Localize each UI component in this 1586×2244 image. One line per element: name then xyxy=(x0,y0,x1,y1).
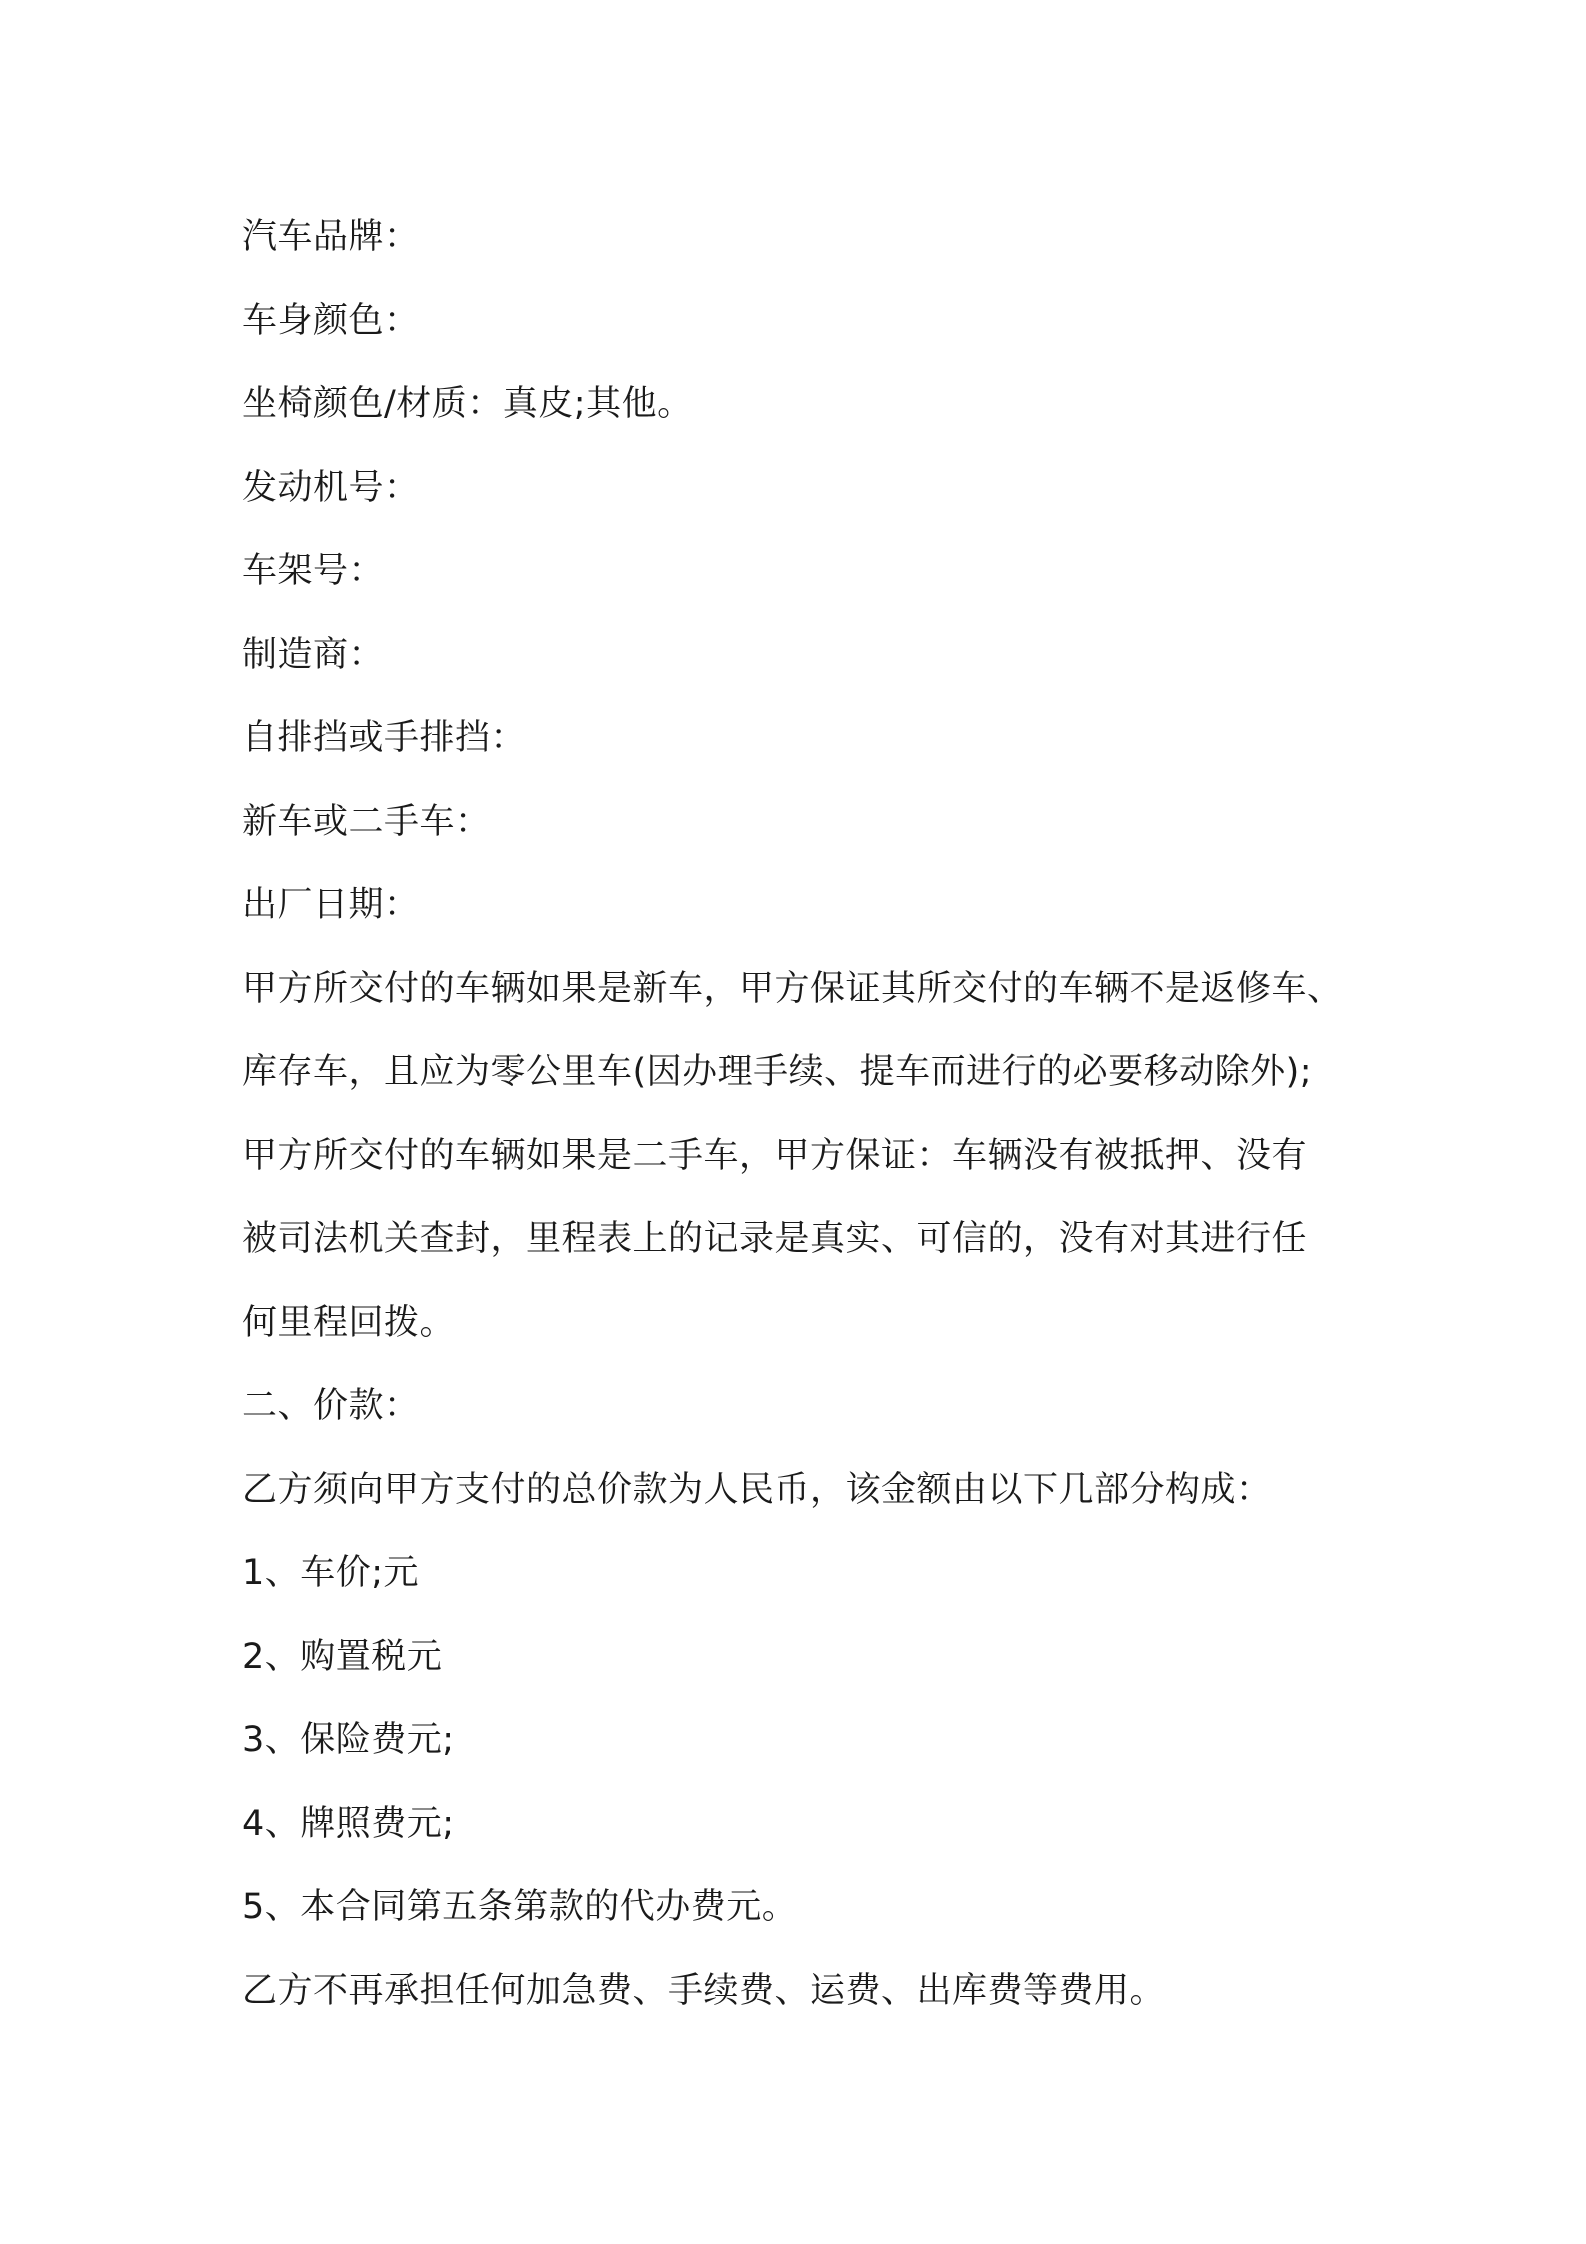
paragraph-no-extra-fees: 乙方不再承担任何加急费、手续费、运费、出库费等费用。 xyxy=(242,1970,1166,2011)
paragraph-new-car-line-1: 甲方所交付的车辆如果是新车，甲方保证其所交付的车辆不是返修车、 xyxy=(242,968,1343,1009)
field-car-brand: 汽车品牌： xyxy=(242,217,420,257)
paragraph-used-car-line-1: 甲方所交付的车辆如果是二手车，甲方保证：车辆没有被抵押、没有 xyxy=(242,1135,1308,1176)
field-body-color: 车身颜色： xyxy=(242,300,420,341)
field-frame-number: 车架号： xyxy=(242,551,385,591)
price-item-license-fee: 4、牌照费元; xyxy=(242,1803,455,1844)
price-item-purchase-tax: 2、购置税元 xyxy=(242,1636,443,1677)
field-engine-number: 发动机号： xyxy=(242,467,420,508)
field-new-or-used: 新车或二手车： xyxy=(242,801,491,842)
field-transmission: 自排挡或手排挡： xyxy=(242,718,527,758)
document-body xyxy=(242,196,1362,2033)
field-seat-color-material: 坐椅颜色/材质：真皮;其他。 xyxy=(242,384,693,424)
field-manufacture-date: 出厂日期： xyxy=(242,885,420,925)
section-heading-price: 二、价款： xyxy=(242,1386,420,1426)
paragraph-used-car-line-2: 被司法机关查封，里程表上的记录是真实、可信的，没有对其进行任 xyxy=(242,1219,1308,1259)
paragraph-used-car-line-3: 何里程回拨。 xyxy=(242,1302,456,1343)
field-manufacturer: 制造商： xyxy=(242,634,385,675)
paragraph-total-price: 乙方须向甲方支付的总价款为人民币，该金额由以下几部分构成： xyxy=(242,1469,1272,1510)
price-item-agency-fee: 5、本合同第五条第款的代办费元。 xyxy=(242,1887,798,1927)
paragraph-new-car-line-2: 库存车，且应为零公里车(因办理手续、提车而进行的必要移动除外); xyxy=(242,1052,1313,1092)
price-item-car-price: 1、车价;元 xyxy=(242,1553,420,1593)
price-item-insurance: 3、保险费元; xyxy=(242,1720,455,1760)
